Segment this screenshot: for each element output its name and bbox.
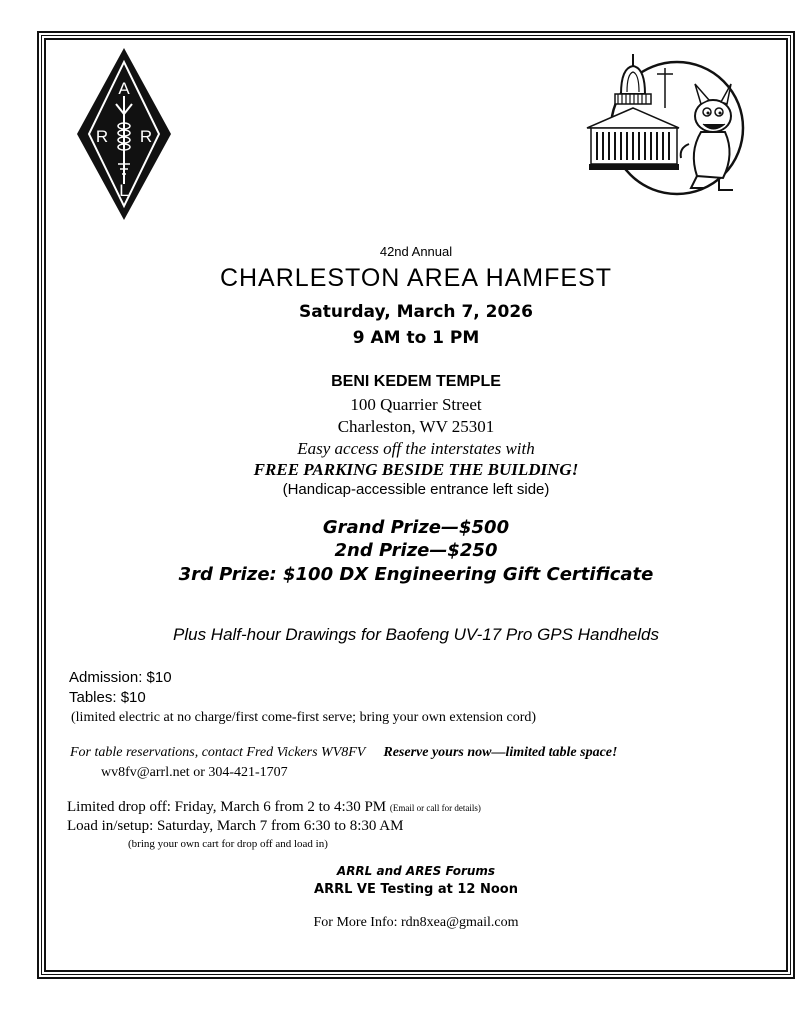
reservation-contact: For table reservations, contact Fred Vickers WV8FV (70, 745, 366, 760)
dropoff-note: (Email or call for details) (389, 803, 481, 813)
tables-fee: Tables: $10 (69, 689, 146, 706)
capitol-mascot-clipart-icon (585, 48, 747, 200)
electric-note: (limited electric at no charge/first come-first serve; bring your own extension cord) (71, 710, 537, 725)
logo-letter-r-right: R (139, 127, 153, 146)
access-note: Easy access off the interstates with (297, 439, 535, 458)
event-date: Saturday, March 7, 2026 (299, 302, 533, 322)
arrl-logo-icon (74, 46, 174, 222)
handicap-note: (Handicap-accessible entrance left side) (282, 481, 550, 498)
dropoff-row (67, 799, 481, 816)
venue-name: BENI KEDEM TEMPLE (331, 373, 501, 390)
third-prize: 3rd Prize: $100 DX Engineering Gift Certificate (178, 564, 654, 585)
reservation-email-phone: wv8fv@arrl.net or 304-421-1707 (101, 765, 288, 780)
reservation-row (70, 745, 617, 761)
ve-testing-label: ARRL VE Testing at 12 Noon (314, 882, 518, 897)
second-prize: 2nd Prize—$250 (334, 540, 498, 561)
logo-letter-a: A (118, 79, 130, 98)
logo-letter-l: L (119, 181, 129, 200)
venue-city: Charleston, WV 25301 (337, 417, 495, 436)
annual-label: 42nd Annual (379, 244, 453, 259)
admission-fee: Admission: $10 (69, 669, 172, 686)
grand-prize: Grand Prize—$500 (322, 517, 510, 538)
dropoff-time: Limited drop off: Friday, March 6 from 2 to 4:30 PM (67, 799, 387, 815)
venue-street: 100 Quarrier Street (350, 395, 482, 414)
event-time: 9 AM to 1 PM (352, 328, 480, 348)
event-title: CHARLESTON AREA HAMFEST (219, 264, 613, 292)
loadin-time: Load in/setup: Saturday, March 7 from 6:30 to 8:30 AM (67, 818, 404, 834)
more-info-contact: For More Info: rdn8xea@gmail.com (313, 915, 519, 930)
reserve-now-note: Reserve yours now—limited table space! (383, 745, 618, 760)
forums-label: ARRL and ARES Forums (336, 864, 496, 878)
logo-letter-r-left: R (95, 127, 109, 146)
cart-note: (bring your own cart for drop off and load in) (128, 838, 328, 850)
half-hour-drawings: Plus Half-hour Drawings for Baofeng UV-17 Pro GPS Handhelds (173, 625, 659, 644)
parking-note: FREE PARKING BESIDE THE BUILDING! (253, 460, 579, 479)
